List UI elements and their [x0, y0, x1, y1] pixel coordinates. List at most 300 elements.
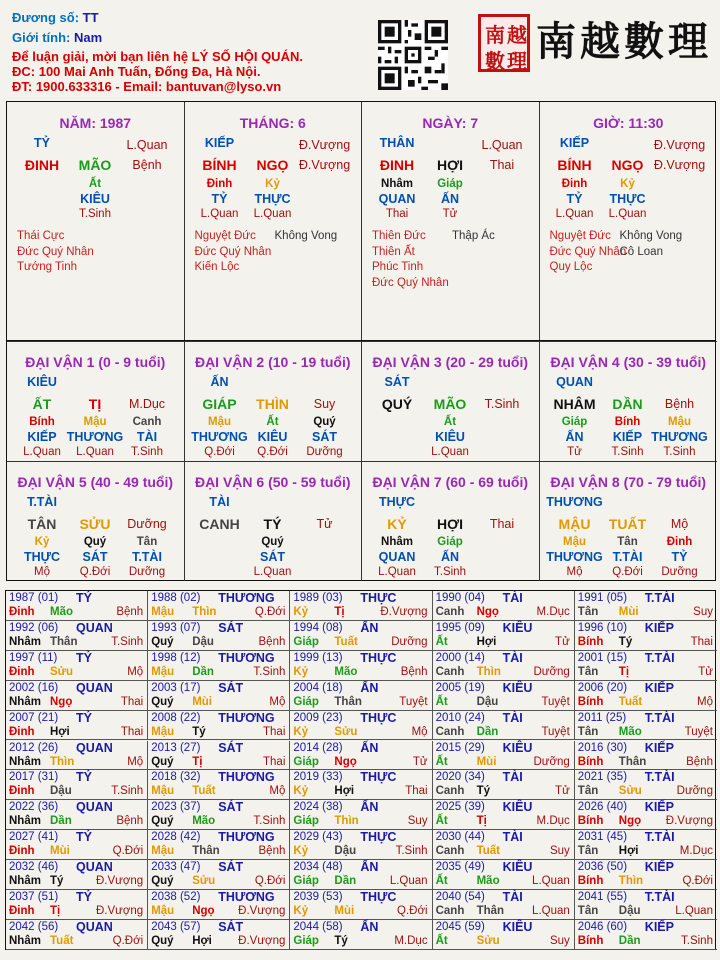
- pillar-column: [185, 102, 363, 340]
- year-chi: Sửu: [334, 725, 358, 738]
- year-star: T.TÀI: [644, 890, 675, 904]
- year-label: 2002 (16): [9, 681, 59, 694]
- year-can: Tân: [577, 905, 599, 917]
- year-label: 2045 (59): [435, 920, 485, 933]
- dai-van-hidden-can: Mậu: [83, 416, 107, 428]
- year-chi: Tuất: [618, 695, 643, 708]
- dai-van-hidden-star: KIẾP: [27, 430, 57, 444]
- year-truong-sinh: Tuyệt: [684, 725, 713, 738]
- year-truong-sinh: Suy: [549, 934, 570, 947]
- dai-van-star: SÁT: [384, 375, 410, 389]
- pillar-star: KIẾP: [559, 136, 590, 150]
- dai-van-cell[interactable]: [7, 461, 185, 581]
- year-cell[interactable]: [148, 860, 290, 890]
- year-star: KIẾP: [644, 800, 674, 815]
- dai-van-hidden-star: KIÊU: [435, 430, 465, 444]
- year-truong-sinh: Q.Đới: [254, 875, 286, 888]
- year-chi: Tý: [618, 635, 633, 648]
- year-label: 2011 (25): [577, 711, 627, 724]
- dai-van-hidden-star: THƯƠNG: [546, 550, 603, 564]
- year-cell[interactable]: [575, 920, 717, 950]
- dai-van-chi: TÝ: [263, 516, 282, 532]
- hidden-star: THỰC: [609, 192, 646, 206]
- year-cell[interactable]: [290, 800, 432, 830]
- year-label: 2018 (32): [151, 771, 201, 784]
- year-can: Ất: [435, 875, 448, 888]
- dai-van-star: QUAN: [556, 375, 593, 389]
- year-chi: Ngọ: [618, 815, 642, 828]
- year-can: Kỷ: [293, 606, 309, 618]
- year-truong-sinh: Bệnh: [258, 635, 286, 648]
- year-label: 2022 (36): [9, 801, 59, 814]
- year-cell[interactable]: [290, 830, 432, 860]
- year-truong-sinh: Bệnh: [686, 755, 713, 768]
- year-cell[interactable]: [433, 741, 575, 771]
- year-cell[interactable]: [290, 591, 432, 621]
- year-chi: Mùi: [334, 905, 355, 917]
- year-truong-sinh: Đ.Vượng: [665, 815, 713, 828]
- year-cell[interactable]: [6, 800, 148, 830]
- year-can: Mậu: [151, 725, 175, 738]
- year-cell[interactable]: [290, 711, 432, 741]
- year-truong-sinh: Tuyệt: [541, 695, 570, 708]
- pillar-title: NGÀY: 7: [422, 115, 479, 131]
- dai-van-hidden-ts: T.Sinh: [663, 446, 696, 458]
- year-cell[interactable]: [6, 741, 148, 771]
- year-cell[interactable]: [148, 591, 290, 621]
- year-label: 2026 (40): [577, 801, 628, 814]
- year-label: 2012 (26): [9, 741, 59, 754]
- dai-van-cell[interactable]: [540, 341, 718, 461]
- year-label: 2038 (52): [151, 891, 201, 903]
- header: [0, 0, 720, 100]
- year-chi: Hợi: [618, 845, 639, 858]
- year-chi: Ngọ: [192, 905, 215, 917]
- pillar-can: ĐINH: [379, 157, 415, 173]
- year-cell[interactable]: [148, 890, 290, 920]
- dai-van-hidden-ts: Mộ: [34, 566, 50, 578]
- year-cell[interactable]: [6, 830, 148, 860]
- year-chi: Dần: [618, 934, 641, 947]
- dai-van-grid: [6, 341, 716, 581]
- year-can: Tân: [577, 785, 599, 798]
- year-chi: Thân: [618, 755, 647, 768]
- year-chi: Dậu: [476, 695, 499, 708]
- year-can: Bính: [577, 635, 604, 648]
- year-cell[interactable]: [6, 621, 148, 651]
- year-truong-sinh: Mộ: [411, 725, 428, 738]
- year-star: TÀI: [502, 890, 523, 904]
- dai-van-hidden-can: Nhâm: [381, 536, 413, 548]
- year-can: Tân: [577, 606, 599, 618]
- year-label: 1990 (04): [435, 592, 485, 604]
- year-cell[interactable]: [433, 770, 575, 800]
- year-label: 2034 (48): [293, 861, 343, 874]
- phone-email-line[interactable]: ĐT: 1900.633316 - Email: bantuvan@lyso.vn: [12, 79, 282, 94]
- hidden-ts: L.Quan: [253, 208, 292, 220]
- hidden-ts: L.Quan: [555, 208, 594, 220]
- hidden-star: THỰC: [254, 192, 291, 206]
- year-star: KIẾP: [644, 919, 674, 934]
- year-can: Bính: [577, 934, 604, 947]
- year-label: 2046 (60): [577, 920, 628, 933]
- year-label: 2008 (22): [151, 711, 201, 724]
- year-cell[interactable]: [6, 591, 148, 621]
- dai-van-hidden-can: Giáp: [437, 536, 463, 548]
- year-can: Nhâm: [9, 875, 41, 888]
- year-cell[interactable]: [148, 621, 290, 651]
- year-cell[interactable]: [148, 920, 290, 950]
- year-label: 2005 (19): [435, 681, 485, 694]
- year-truong-sinh: Tử: [555, 635, 570, 648]
- hidden-star: ẤN: [440, 192, 460, 206]
- year-star: T.TÀI: [644, 830, 675, 845]
- dai-van-hidden-ts: Q.Đới: [612, 566, 643, 578]
- year-truong-sinh: T.Sinh: [253, 665, 286, 678]
- hidden-ts: Thai: [385, 208, 409, 220]
- year-truong-sinh: Mộ: [127, 665, 144, 678]
- year-can: Nhâm: [9, 635, 41, 648]
- year-star: THƯƠNG: [218, 710, 275, 725]
- year-can: Canh: [435, 905, 465, 917]
- dai-van-title: ĐẠI VẬN 5 (40 - 49 tuổi): [17, 474, 174, 490]
- year-can: Tân: [577, 665, 599, 678]
- year-chi: Tị: [50, 905, 61, 917]
- dai-van-title: ĐẠI VẬN 7 (60 - 69 tuổi): [372, 474, 529, 490]
- year-star: THƯƠNG: [218, 591, 275, 605]
- year-can: Mậu: [151, 785, 175, 798]
- year-can: Canh: [435, 725, 465, 738]
- year-label: 2016 (30): [577, 741, 628, 754]
- year-can: Giáp: [293, 934, 319, 947]
- dai-van-star: THỰC: [378, 495, 416, 509]
- year-star: ẤN: [360, 800, 379, 815]
- year-label: 2040 (54): [435, 891, 485, 903]
- year-chi: Mùi: [476, 755, 497, 768]
- year-cell[interactable]: [575, 621, 717, 651]
- year-cell[interactable]: [433, 621, 575, 651]
- dai-van-can: CANH: [199, 516, 240, 532]
- pillar-chi: MÃO: [78, 157, 112, 173]
- dai-van-hidden-can: Canh: [132, 416, 162, 428]
- year-can: Bính: [577, 815, 604, 828]
- year-chi: Dậu: [334, 845, 357, 858]
- year-cell[interactable]: [148, 800, 290, 830]
- year-cell[interactable]: [6, 651, 148, 681]
- year-chi: Mão: [618, 725, 642, 738]
- hidden-star: KIÊU: [80, 192, 110, 206]
- year-can: Quý: [151, 695, 174, 708]
- year-star: SÁT: [218, 680, 244, 695]
- year-can: Canh: [435, 606, 465, 618]
- year-can: Giáp: [293, 755, 319, 768]
- year-chi: Mão: [192, 815, 216, 828]
- year-cell[interactable]: [575, 770, 717, 800]
- hidden-can: Kỷ: [620, 178, 635, 190]
- year-cell[interactable]: [575, 741, 717, 771]
- than-sat-left: Tướng Tinh: [17, 261, 77, 273]
- year-cell[interactable]: [148, 770, 290, 800]
- year-truong-sinh: Suy: [549, 845, 570, 858]
- dai-van-can: QUÝ: [381, 396, 413, 412]
- year-label: 2006 (20): [577, 681, 628, 694]
- year-cell[interactable]: [433, 860, 575, 890]
- year-chi: Mùi: [50, 845, 70, 858]
- than-sat-left: Đức Quý Nhân: [372, 276, 449, 289]
- qr-code-icon[interactable]: [378, 20, 448, 90]
- year-truong-sinh: T.Sinh: [111, 785, 144, 798]
- year-label: 2015 (29): [435, 741, 485, 754]
- year-cell[interactable]: [6, 770, 148, 800]
- dai-van-hidden-ts: Tử: [567, 446, 582, 458]
- year-label: 2020 (34): [435, 771, 485, 784]
- year-cell[interactable]: [433, 830, 575, 860]
- dai-van-ts: Bệnh: [664, 397, 695, 411]
- year-cell[interactable]: [433, 890, 575, 920]
- dai-van-hidden-ts: T.Sinh: [611, 446, 644, 458]
- year-truong-sinh: M.Dục: [679, 845, 713, 858]
- dai-van-hidden-star: ẤN: [440, 550, 460, 564]
- year-can: Kỷ: [293, 665, 309, 678]
- year-star: TỶ: [76, 770, 92, 785]
- year-star: THƯƠNG: [218, 650, 275, 665]
- year-truong-sinh: Thai: [120, 695, 144, 708]
- year-truong-sinh: Mộ: [269, 785, 286, 798]
- year-cell[interactable]: [575, 860, 717, 890]
- than-sat-left: Thiên Đức: [372, 230, 426, 242]
- year-cell[interactable]: [433, 651, 575, 681]
- dai-van-title: ĐẠI VẬN 3 (20 - 29 tuổi): [372, 354, 529, 370]
- year-cell[interactable]: [575, 800, 717, 830]
- year-cell[interactable]: [6, 681, 148, 711]
- year-chi: Tị: [476, 815, 487, 828]
- year-cell[interactable]: [290, 890, 432, 920]
- year-can: Đinh: [9, 785, 35, 798]
- dai-van-ts: Mộ: [670, 517, 689, 531]
- dai-van-cell[interactable]: [185, 341, 363, 461]
- year-cell[interactable]: [575, 830, 717, 860]
- year-truong-sinh: Mộ: [127, 755, 144, 768]
- dai-van-cell[interactable]: [362, 461, 540, 581]
- dai-van-title: ĐẠI VẬN 2 (10 - 19 tuổi): [194, 354, 351, 370]
- year-truong-sinh: L.Quan: [389, 875, 428, 888]
- year-can: Kỷ: [293, 725, 309, 738]
- year-can: Đinh: [9, 905, 35, 917]
- year-star: QUAN: [76, 860, 113, 875]
- than-sat-left: Đức Quý Nhân: [17, 245, 94, 258]
- year-cell[interactable]: [575, 711, 717, 741]
- year-can: Nhâm: [9, 695, 41, 708]
- dai-van-hidden-can: Bính: [614, 416, 641, 428]
- pillar-star-right: Đ.Vượng: [653, 138, 706, 152]
- year-chi: Mão: [50, 606, 73, 618]
- year-label: 2039 (53): [293, 891, 343, 903]
- pillar-star: KIẾP: [204, 136, 235, 150]
- dai-van-hidden-star: SÁT: [260, 550, 285, 564]
- year-can: Kỷ: [293, 785, 309, 798]
- year-label: 2024 (38): [293, 801, 343, 814]
- hidden-can: Kỷ: [265, 178, 280, 190]
- dai-van-hidden-can: Mậu: [563, 536, 586, 548]
- dai-van-cell[interactable]: [7, 341, 185, 461]
- year-can: Tân: [577, 725, 599, 738]
- year-star: TÀI: [502, 591, 523, 605]
- dai-van-hidden-ts: Dưỡng: [661, 566, 698, 578]
- year-cell[interactable]: [290, 741, 432, 771]
- year-can: Tân: [577, 845, 599, 858]
- year-label: 2013 (27): [151, 741, 201, 754]
- pillar-truong-sinh: Đ.Vượng: [298, 158, 351, 172]
- year-cell[interactable]: [148, 681, 290, 711]
- year-label: 1998 (12): [151, 651, 201, 664]
- dai-van-ts: M.Dục: [128, 397, 166, 411]
- year-chi: Tý: [476, 785, 491, 798]
- year-star: T.TÀI: [644, 770, 675, 785]
- dai-van-hidden-can: Quý: [261, 536, 284, 548]
- year-can: Canh: [435, 785, 465, 798]
- year-label: 1988 (02): [151, 592, 201, 604]
- year-truong-sinh: Thai: [690, 635, 713, 648]
- year-cell[interactable]: [433, 681, 575, 711]
- year-cell[interactable]: [6, 711, 148, 741]
- year-label: 2042 (56): [9, 920, 59, 933]
- year-can: Giáp: [293, 695, 319, 708]
- year-label: 2017 (31): [9, 771, 59, 784]
- year-can: Bính: [577, 755, 604, 768]
- dai-van-star: ẤN: [210, 375, 229, 389]
- year-star: ẤN: [360, 919, 379, 934]
- year-chi: Sửu: [192, 875, 216, 888]
- dai-van-hidden-ts: Dưỡng: [306, 446, 343, 458]
- dai-van-hidden-star: QUAN: [378, 550, 416, 564]
- year-truong-sinh: Bệnh: [116, 815, 144, 828]
- year-can: Nhâm: [9, 934, 41, 947]
- year-cell[interactable]: [575, 591, 717, 621]
- year-truong-sinh: Q.Đới: [112, 934, 144, 947]
- year-label: 2010 (24): [435, 711, 485, 724]
- year-cell[interactable]: [290, 651, 432, 681]
- dai-van-hidden-can: Ất: [266, 416, 279, 428]
- dai-van-ts: T.Sinh: [484, 397, 520, 411]
- dai-van-hidden-ts: L.Quan: [23, 446, 61, 458]
- year-star: TỶ: [76, 890, 92, 904]
- dai-van-title: ĐẠI VẬN 8 (70 - 79 tuổi): [550, 474, 707, 490]
- year-cell[interactable]: [290, 621, 432, 651]
- year-can: Ất: [435, 934, 448, 947]
- year-truong-sinh: Bệnh: [116, 606, 144, 618]
- dai-van-hidden-star: THỰC: [23, 550, 61, 564]
- year-cell[interactable]: [6, 920, 148, 950]
- year-star: THƯƠNG: [218, 890, 275, 904]
- year-truong-sinh: T.Sinh: [681, 934, 713, 947]
- year-can: Bính: [577, 875, 604, 888]
- year-can: Kỷ: [293, 905, 309, 917]
- year-star: ẤN: [360, 860, 379, 875]
- year-star: TỶ: [76, 710, 92, 725]
- year-chi: Sửu: [50, 665, 74, 678]
- year-cell[interactable]: [148, 741, 290, 771]
- dai-van-cell[interactable]: [185, 461, 363, 581]
- dai-van-cell[interactable]: [362, 341, 540, 461]
- year-cell[interactable]: [290, 920, 432, 950]
- pillar-truong-sinh: Thai: [489, 158, 515, 172]
- year-chi: Tị: [192, 755, 203, 768]
- year-cell[interactable]: [6, 860, 148, 890]
- dai-van-chi: HỢI: [437, 516, 463, 532]
- year-label: 2029 (43): [293, 831, 343, 844]
- dai-van-hidden-ts: L.Quan: [76, 446, 114, 458]
- year-chi: Dần: [192, 665, 214, 678]
- year-cell[interactable]: [433, 800, 575, 830]
- gioi-tinh-line: [12, 30, 102, 45]
- dai-van-chi: TỊ: [88, 396, 102, 412]
- dai-van-hidden-ts: Q.Đới: [257, 446, 288, 458]
- year-label: 2032 (46): [9, 861, 59, 874]
- hidden-can: Ất: [88, 178, 102, 190]
- year-cell[interactable]: [433, 591, 575, 621]
- year-truong-sinh: Dưỡng: [533, 755, 570, 768]
- year-cell[interactable]: [290, 860, 432, 890]
- year-cell[interactable]: [148, 651, 290, 681]
- year-truong-sinh: Dưỡng: [533, 665, 570, 678]
- year-cell[interactable]: [290, 681, 432, 711]
- year-cell[interactable]: [575, 890, 717, 920]
- pillar-star-right: L.Quan: [126, 138, 168, 152]
- year-label: 2044 (58): [293, 920, 343, 933]
- hidden-ts: L.Quan: [200, 208, 239, 220]
- than-sat-left: Quy Lộc: [549, 261, 593, 273]
- year-cell[interactable]: [433, 711, 575, 741]
- dai-van-can: KỶ: [387, 516, 407, 532]
- year-truong-sinh: L.Quan: [532, 905, 570, 917]
- year-star: SÁT: [218, 620, 244, 635]
- year-cell[interactable]: [6, 890, 148, 920]
- year-star: THỰC: [360, 830, 397, 845]
- pillar-star: TỶ: [34, 136, 50, 150]
- than-sat-left: Kiến Lộc: [194, 261, 240, 273]
- year-cell[interactable]: [148, 830, 290, 860]
- than-sat-left: Thái Cực: [17, 230, 65, 242]
- year-label: 2007 (21): [9, 711, 59, 724]
- year-chi: Thân: [192, 845, 220, 858]
- year-label: 2036 (50): [577, 861, 628, 874]
- year-can: Bính: [577, 695, 604, 708]
- year-star: TỶ: [76, 830, 92, 845]
- dai-van-cell[interactable]: [540, 461, 718, 581]
- logo: [478, 10, 712, 73]
- dai-van-hidden-can: Mậu: [668, 416, 691, 428]
- dai-van-hidden-can: Tân: [617, 536, 638, 548]
- year-cell[interactable]: [575, 681, 717, 711]
- dai-van-hidden-star: THƯƠNG: [191, 430, 248, 444]
- year-cell[interactable]: [290, 770, 432, 800]
- pillar-star: THÂN: [379, 136, 415, 150]
- dai-van-hidden-ts: L.Quan: [253, 566, 292, 578]
- pillar-chi: HỢI: [437, 157, 463, 173]
- year-label: 1996 (10): [577, 621, 628, 634]
- year-can: Canh: [435, 665, 465, 678]
- year-star: T.TÀI: [644, 591, 675, 605]
- year-cell[interactable]: [148, 711, 290, 741]
- hidden-can: Đinh: [561, 178, 588, 190]
- year-cell[interactable]: [575, 651, 717, 681]
- year-can: Mậu: [151, 665, 175, 678]
- dai-van-hidden-ts: T.Sinh: [434, 566, 466, 578]
- dai-van-hidden-star: ẤN: [565, 430, 584, 444]
- year-chi: Tý: [334, 934, 348, 947]
- year-cell[interactable]: [433, 920, 575, 950]
- dai-van-can: NHÂM: [553, 396, 596, 412]
